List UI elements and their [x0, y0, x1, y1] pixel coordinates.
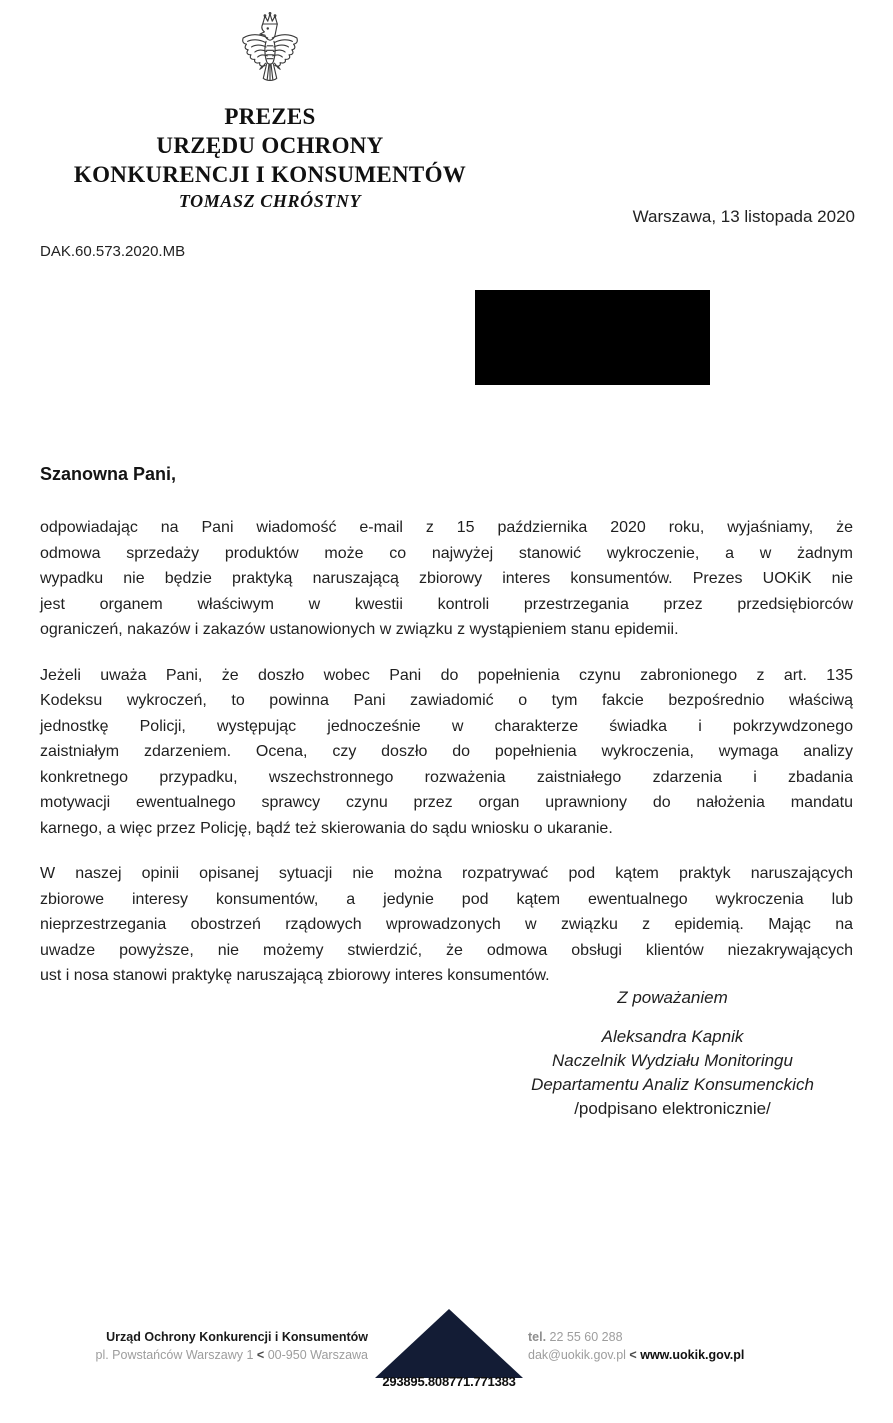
footer-org-name: Urząd Ochrony Konkurencji i Konsumentów: [106, 1330, 368, 1344]
footer-email: dak@uokik.gov.pl: [528, 1348, 626, 1362]
footer-tel-label: tel.: [528, 1330, 547, 1344]
office-title-line: URZĘDU OCHRONY: [156, 133, 384, 158]
signer-name: Aleksandra Kapnik: [601, 1027, 744, 1046]
text-line: karnego, a więc przez Policję, bądź też skierowania do sądu wniosku o ukaranie.: [40, 819, 613, 837]
reference-number: DAK.60.573.2020.MB: [40, 243, 186, 260]
president-name: TOMASZ CHRÓSTNY: [178, 191, 362, 211]
footer-postal-city: 00-950 Warszawa: [267, 1348, 368, 1362]
text-line: odpowiadając na Pani wiadomość e-mail z 15 października 2020 roku, wyjaśniamy, że: [40, 519, 853, 536]
text-line: uwadze powyższe, nie możemy stwierdzić, że odmowa obsługi klientów niezakrywających: [40, 941, 853, 959]
office-title: [40, 102, 500, 189]
text-line: jest organem właściwym w kwestii kontroli przestrzegania przez przedsiębiorców: [40, 595, 853, 613]
office-title-line: KONKURENCJI I KONSUMENTÓW: [73, 162, 467, 187]
footer-contact-block: [528, 1328, 744, 1364]
text-line: W naszej opinii opisanej sytuacji nie można rozpatrywać pod kątem praktyk naruszających: [40, 865, 853, 882]
text-line: Kodeksu wykroczeń, to powinna Pani zawiadomić o tym fakcie bezpośrednio właściwą: [40, 692, 853, 709]
signer-title-line-1: Naczelnik Wydziału Monitoringu: [552, 1051, 793, 1070]
text-line: konkretnego przypadku, wszechstronnego rozważenia zaistniałego zdarzenia i zbadania: [40, 768, 853, 786]
text-line: motywacji ewentualnego sprawcy czynu przez organ uprawniony do nałożenia mandatu: [40, 794, 853, 811]
footer-address-line: [28, 1346, 368, 1364]
footer-tel-number: 22 55 60 288: [549, 1330, 623, 1344]
paragraph-1: [40, 515, 853, 643]
text-line: ust i nosa stanowi praktykę naruszającą zbiorowy interes konsumentów.: [40, 967, 550, 984]
closing-phrase: Z poważaniem: [617, 988, 728, 1007]
document-id: 293895.808771.771383: [382, 1374, 516, 1389]
polish-eagle-emblem-icon: [236, 10, 304, 94]
text-line: jednostkę Policji, występując jednocześnie w charakterze świadka i pokrzywdzonego: [40, 717, 853, 735]
signer-title-line-2: Departamentu Analiz Konsumenckich: [531, 1075, 814, 1094]
text-line: Jeżeli uważa Pani, że doszło wobec Pani do popełnienia czynu zabronionego z art. 135: [40, 666, 853, 684]
footer-phone-line: [528, 1328, 744, 1346]
footer-address-block: [28, 1328, 368, 1364]
place-and-date: Warszawa, 13 listopada 2020: [632, 207, 855, 226]
footer-website: www.uokik.gov.pl: [640, 1348, 745, 1362]
text-line: zaistniałym zdarzeniem. Ocena, czy doszło do popełnienia wykroczenia, wymaga analizy: [40, 743, 853, 760]
text-line: ograniczeń, nakazów i zakazów ustanowionych w związku z wystąpieniem stanu epidemii.: [40, 621, 679, 638]
paragraph-2: [40, 663, 853, 842]
redacted-recipient-block: [475, 290, 710, 385]
office-title-line: PREZES: [224, 104, 316, 129]
text-line: zbiorowe interesy konsumentów, a jedynie pod kątem ewentualnego wykroczenia lub: [40, 890, 853, 908]
footer-web-line: [528, 1346, 744, 1364]
text-line: wypadku nie będzie praktyką naruszającą zbiorowy interes konsumentów. Prezes UOKiK nie: [40, 570, 853, 587]
footer-street: pl. Powstańców Warszawy 1: [95, 1348, 254, 1362]
navy-triangle-logo-icon: [375, 1309, 523, 1378]
text-line: nieprzestrzegania obostrzeń rządowych wprowadzonych w związku z epidemią. Mając na: [40, 916, 853, 933]
letterhead: [40, 10, 500, 213]
footer-separator-icon: <: [629, 1348, 637, 1362]
electronic-signature-note: /podpisano elektronicznie/: [574, 1099, 771, 1118]
paragraph-3: [40, 861, 853, 989]
footer-separator-icon: <: [256, 1348, 265, 1362]
signature-block: [490, 986, 855, 1121]
salutation: Szanowna Pani,: [40, 464, 177, 484]
text-line: odmowa sprzedaży produktów może co najwyżej stanowić wykroczenie, a w żadnym: [40, 544, 853, 562]
letter-body: [40, 464, 853, 1009]
